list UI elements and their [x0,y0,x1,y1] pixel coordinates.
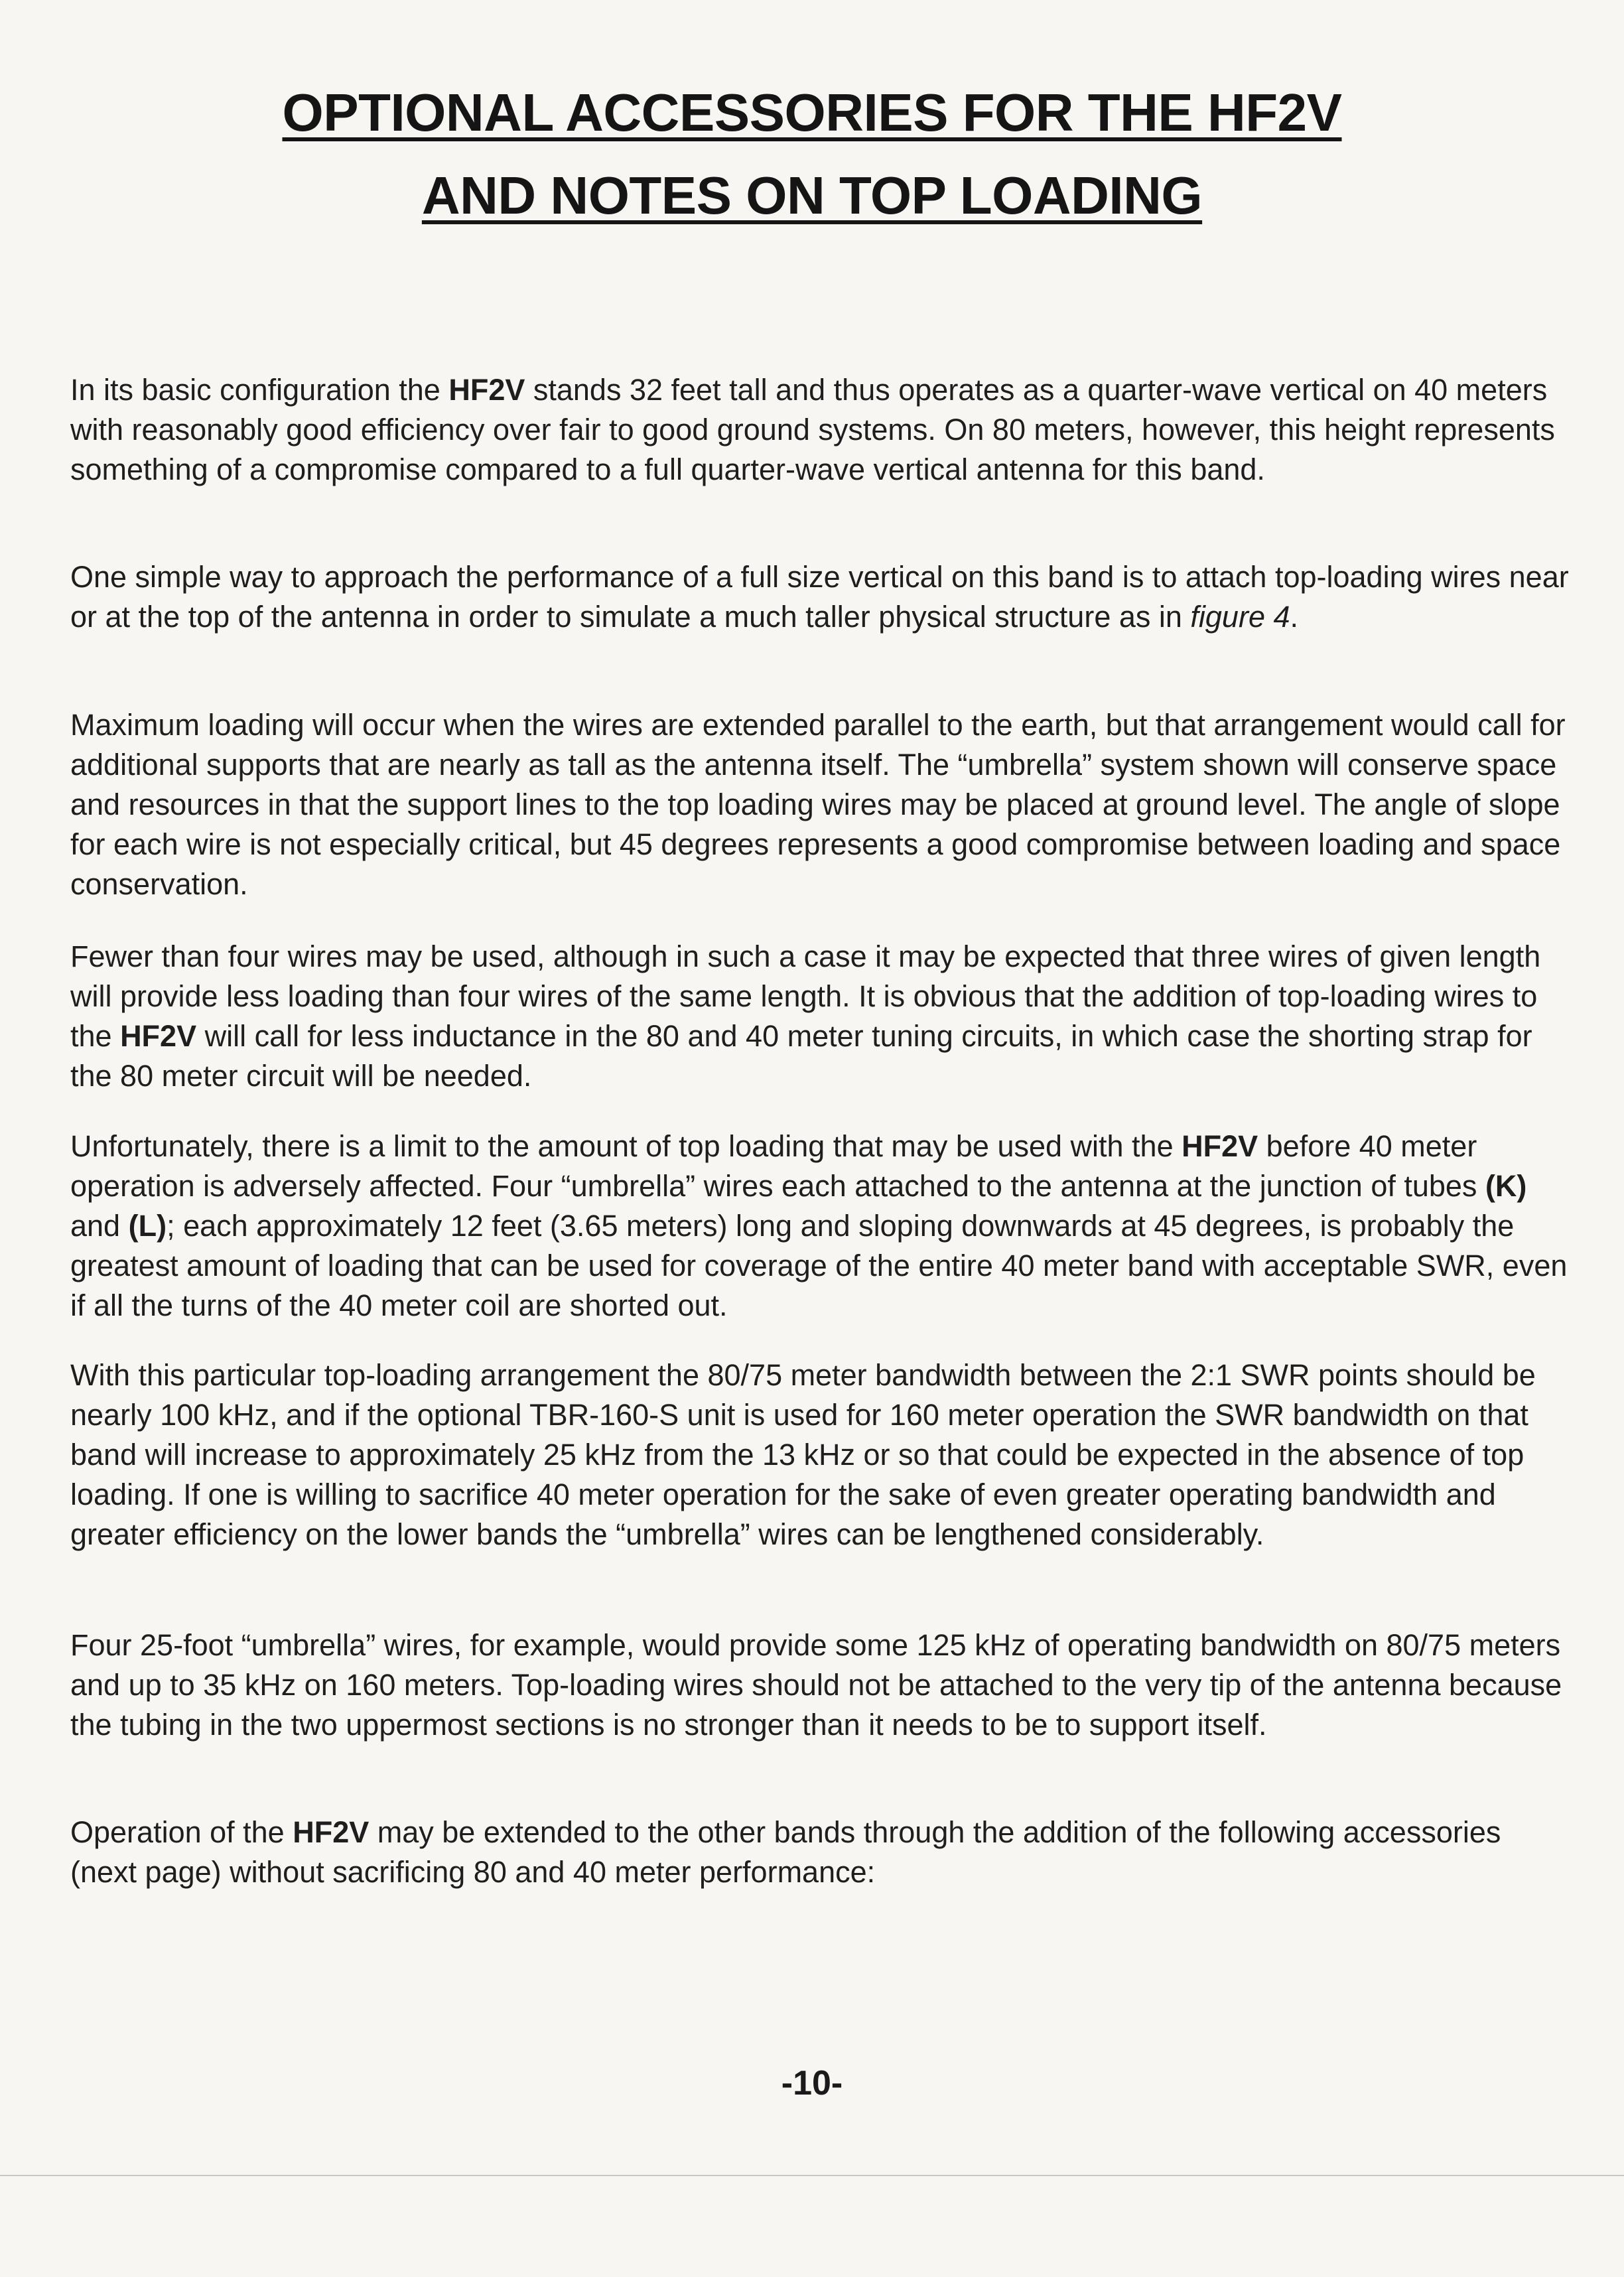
scan-edge-divider [0,2175,1624,2176]
product-name: HF2V [120,1019,197,1053]
paragraph-text: before 40 meter operation is adversely affected. Four “umbrella” wires each attached to the antenna at the junction of tubes [70,1129,1485,1203]
paragraph-fewer-wires [70,937,1570,1096]
product-name: HF2V [1182,1129,1258,1163]
paragraph-text: ; each approximately 12 feet (3.65 meters) long and sloping downwards at 45 degrees, is probably the greatest amount of loading that can be used for coverage of the entire 40 meter band with acceptable SWR, even if all the turns of the 40 meter coil are shorted out. [70,1209,1568,1322]
page-title-line-1: OPTIONAL ACCESSORIES FOR THE HF2V [282,83,1342,142]
paragraph-basic-configuration [70,370,1570,490]
page-number: -10- [781,2064,843,2103]
product-name: HF2V [293,1815,370,1849]
paragraph-text: stands 32 feet tall and thus operates as a quarter-wave vertical on 40 meters with reasonably good efficiency over fair to good ground systems. On 80 meters, however, this height represents something of a compromise compared to a full quarter-wave vertical antenna for this band. [70,373,1555,486]
paragraph-maximum-loading: Maximum loading will occur when the wires are extended parallel to the earth, but that arrangement would call for additional supports that are nearly as tall as the antenna itself. The “umbrella” system shown will conserve space and resources in that the support lines to the top loading wires may be placed at ground level. The angle of slope for each wire is not especially critical, but 45 degrees represents a good compromise between loading and space conservation. [70,708,1566,901]
paragraph-text: will call for less inductance in the 80 and 40 meter tuning circuits, in which case the shorting strap for the 80 meter circuit will be needed. [70,1019,1532,1093]
tube-label-l: (L) [128,1209,167,1243]
figure-reference: figure 4 [1190,600,1290,634]
page-title-line-2: AND NOTES ON TOP LOADING [421,166,1203,225]
paragraph-text: Operation of the [70,1815,293,1849]
paragraph-text: Unfortunately, there is a limit to the amount of top loading that may be used with the [70,1129,1182,1163]
paragraph-other-bands [70,1813,1570,1892]
paragraph-loading-limit [70,1127,1570,1326]
product-name: HF2V [448,373,525,407]
paragraph-text: . [1290,600,1299,634]
paragraph-text: may be extended to the other bands through the addition of the following accessories (next page) without sacrificing 80 and 40 meter performance: [70,1815,1501,1889]
paragraph-text: and [70,1209,129,1243]
paragraph-text: One simple way to approach the performance of a full size vertical on this band is to attach top-loading wires near or at the top of the antenna in order to simulate a much taller physical structure as in [70,560,1569,634]
paragraph-text: Fewer than four wires may be used, although in such a case it may be expected that three wires of given length will provide less loading than four wires of the same length. It is obvious that the addition of top-loading wires to the [70,939,1541,1053]
paragraph-text: In its basic configuration the [70,373,449,407]
paragraph-bandwidth: With this particular top-loading arrangement the 80/75 meter bandwidth between the 2:1 SWR points should be nearly 100 kHz, and if the optional TBR-160-S unit is used for 160 meter operation the SWR bandwidth on that band will increase to approximately 25 kHz from the 13 kHz or so that could be expected in the absence of top loading. If one is willing to sacrifice 40 meter operation for the sake of even greater operating bandwidth and greater efficiency on the lower bands the “umbrella” wires can be lengthened considerably. [70,1358,1536,1551]
paragraph-umbrella-wires: Four 25-foot “umbrella” wires, for example, would provide some 125 kHz of operating bandwidth on 80/75 meters and up to 35 kHz on 160 meters. Top-loading wires should not be attached to the very tip of the antenna because the tubing in the two uppermost sections is no stronger than it needs to be to support itself. [70,1628,1562,1742]
tube-label-k: (K) [1485,1169,1527,1203]
paragraph-top-loading-approach [70,557,1570,637]
